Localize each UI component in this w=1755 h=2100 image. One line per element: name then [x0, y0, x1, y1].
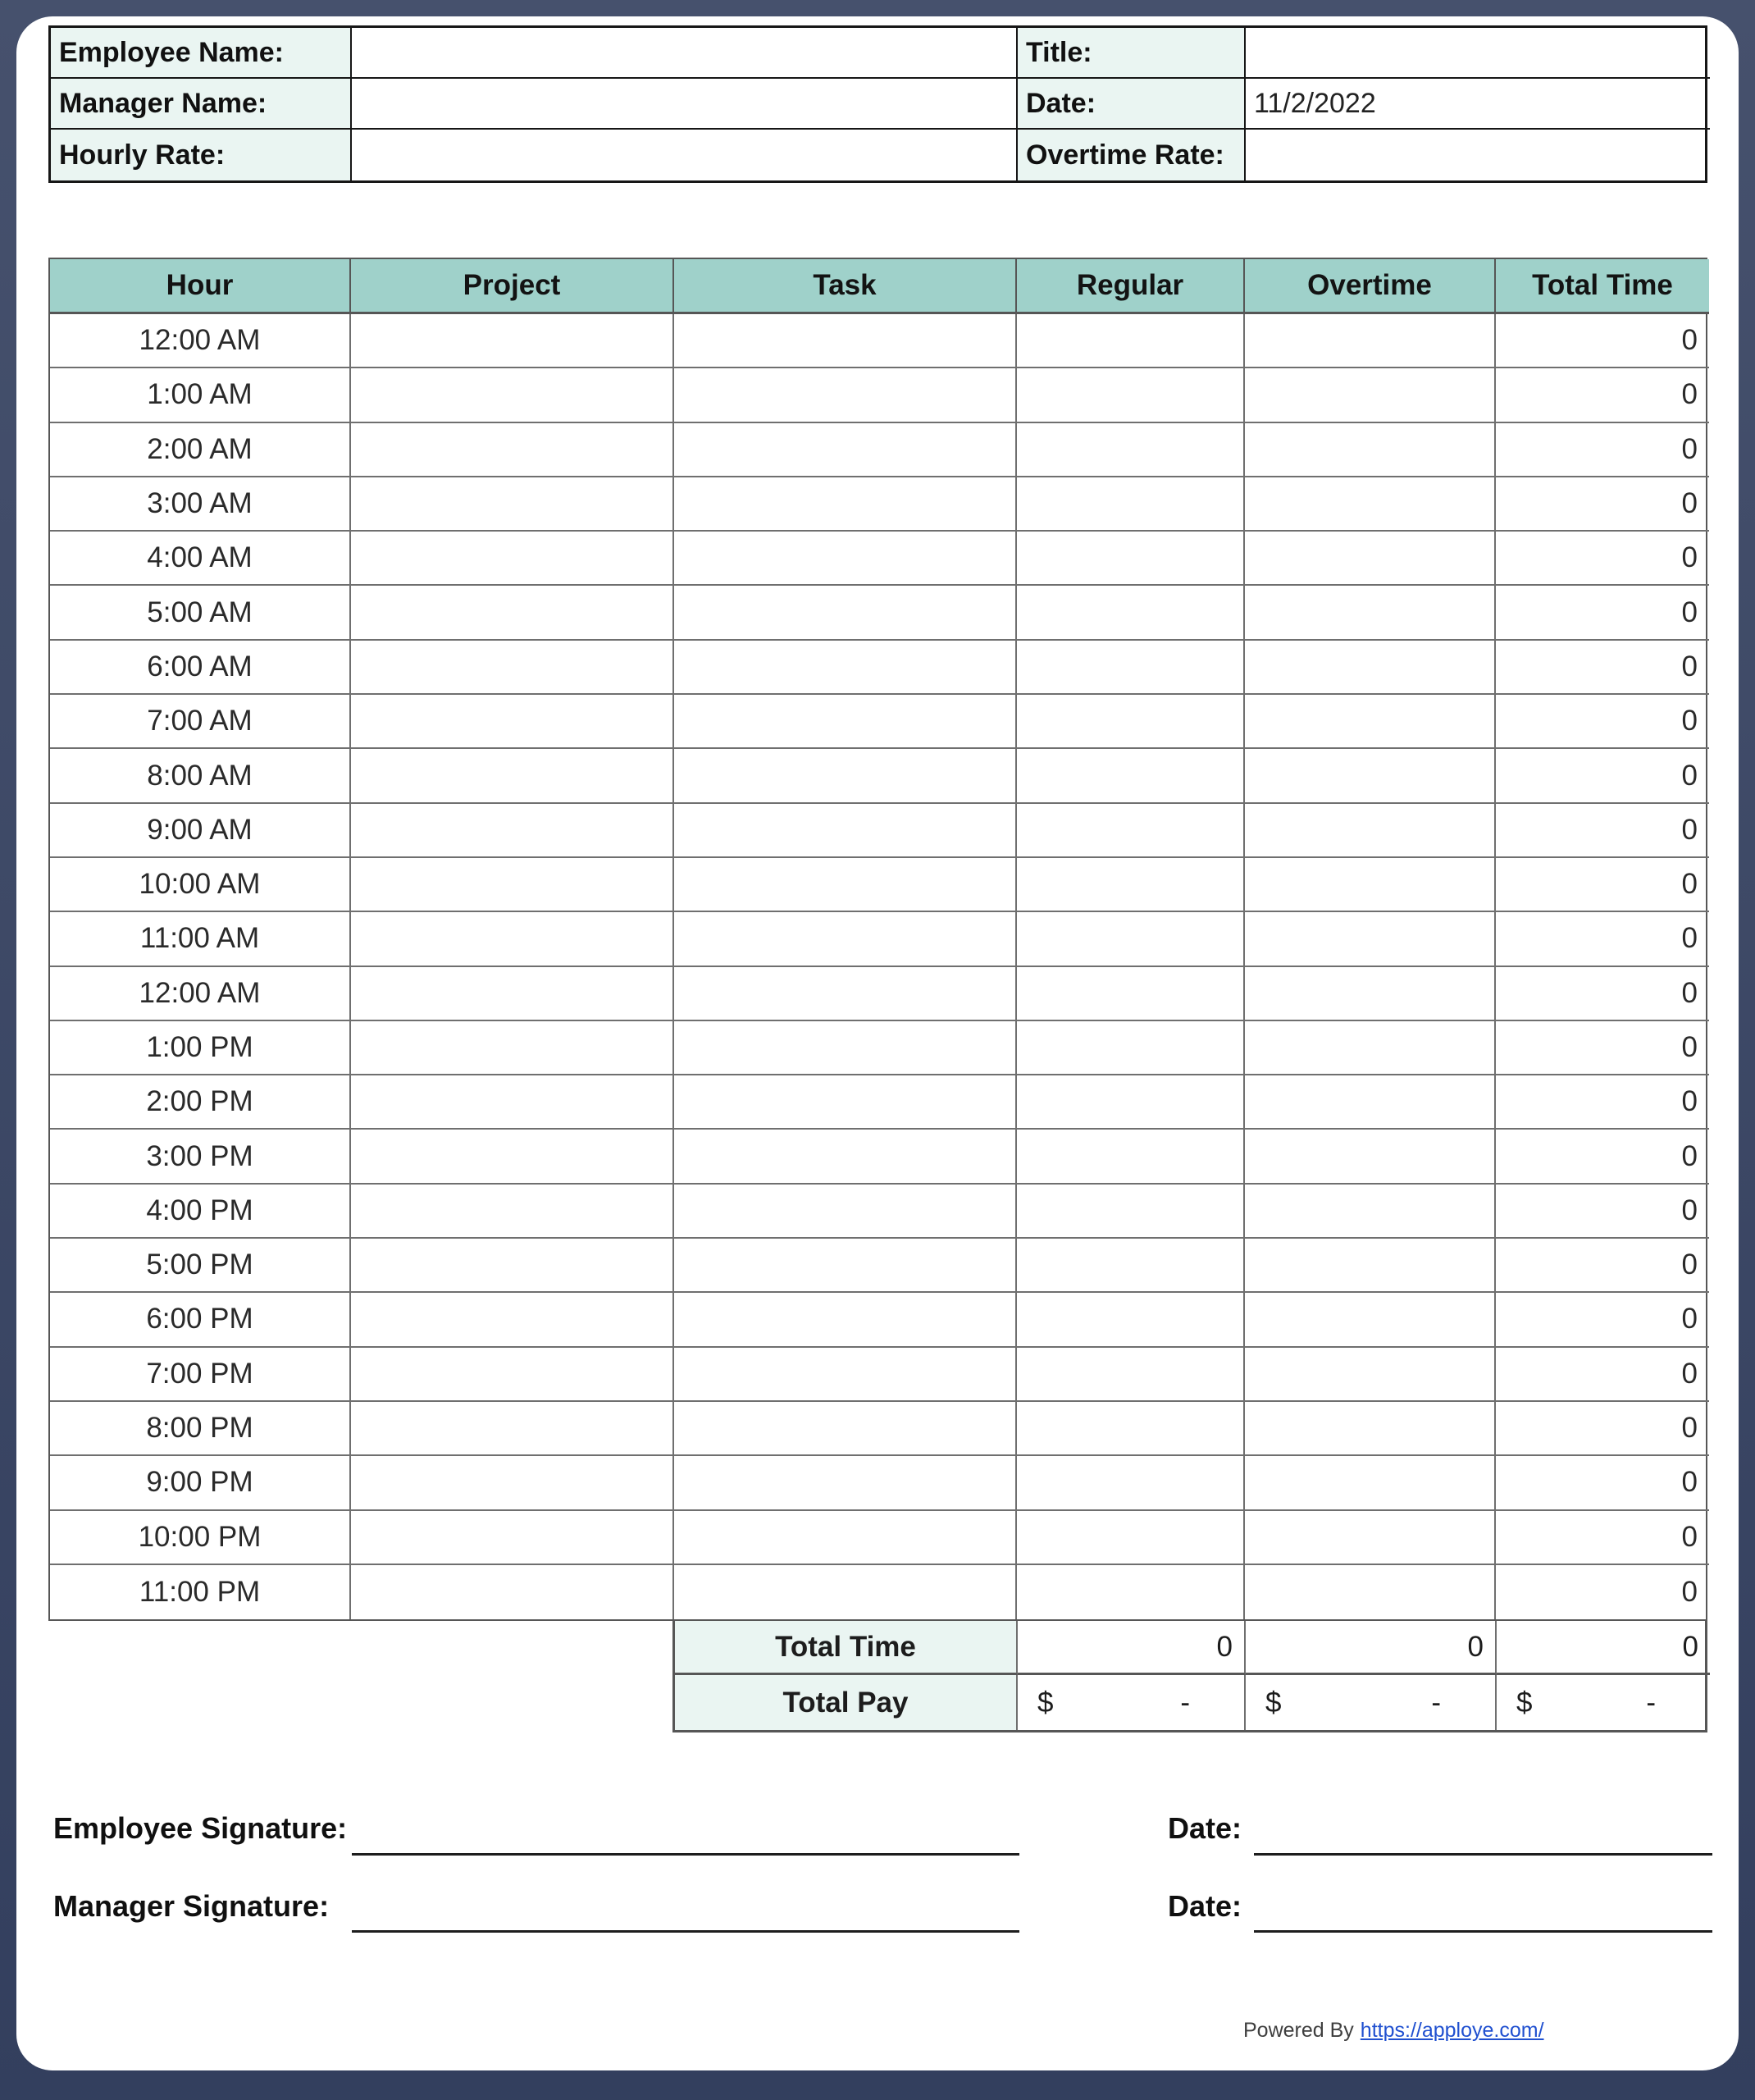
project-cell[interactable]	[351, 1185, 674, 1239]
project-cell[interactable]	[351, 749, 674, 803]
total-pay-regular	[1018, 1675, 1246, 1730]
overtime-cell[interactable]	[1245, 695, 1496, 749]
task-cell[interactable]	[674, 641, 1017, 695]
footer	[1243, 2019, 1544, 2043]
overtime-cell[interactable]	[1245, 858, 1496, 912]
timesheet-table	[48, 258, 1707, 1621]
regular-cell[interactable]	[1017, 1565, 1245, 1619]
task-cell[interactable]	[674, 1293, 1017, 1347]
regular-cell[interactable]	[1017, 749, 1245, 803]
task-cell[interactable]	[674, 532, 1017, 586]
regular-cell[interactable]	[1017, 586, 1245, 640]
powered-by-text: Powered By	[1243, 2019, 1354, 2042]
apploye-link[interactable]: https://apploye.com/	[1360, 2019, 1544, 2042]
hour-cell: 11:00 AM	[50, 912, 351, 966]
task-cell[interactable]	[674, 1511, 1017, 1565]
regular-cell[interactable]	[1017, 532, 1245, 586]
regular-cell[interactable]	[1017, 641, 1245, 695]
overtime-cell[interactable]	[1245, 641, 1496, 695]
project-cell[interactable]	[351, 912, 674, 966]
task-cell[interactable]	[674, 423, 1017, 477]
task-cell[interactable]	[674, 749, 1017, 803]
overtime-rate-label: Overtime Rate:	[1018, 130, 1246, 180]
task-cell[interactable]	[674, 586, 1017, 640]
hour-cell: 6:00 AM	[50, 641, 351, 695]
hour-cell: 1:00 PM	[50, 1021, 351, 1075]
overtime-cell[interactable]	[1245, 1348, 1496, 1402]
overtime-cell[interactable]	[1245, 912, 1496, 966]
hour-cell: 8:00 AM	[50, 749, 351, 803]
overtime-cell[interactable]	[1245, 477, 1496, 532]
total-time-cell[interactable]: 0	[1496, 1075, 1709, 1130]
total-time-cell[interactable]: 0	[1496, 967, 1709, 1021]
overtime-cell[interactable]	[1245, 804, 1496, 858]
hour-cell: 8:00 PM	[50, 1402, 351, 1456]
hour-cell: 11:00 PM	[50, 1565, 351, 1619]
regular-cell[interactable]	[1017, 858, 1245, 912]
total-pay-total-value: -	[1646, 1686, 1656, 1719]
hour-cell: 7:00 AM	[50, 695, 351, 749]
task-cell[interactable]	[674, 477, 1017, 532]
project-cell[interactable]	[351, 1348, 674, 1402]
total-time-cell[interactable]: 0	[1496, 641, 1709, 695]
totals-section	[672, 1621, 1707, 1732]
total-time-cell[interactable]: 0	[1496, 858, 1709, 912]
task-cell[interactable]	[674, 858, 1017, 912]
task-cell[interactable]	[674, 368, 1017, 422]
project-cell[interactable]	[351, 1402, 674, 1456]
hour-cell: 2:00 AM	[50, 423, 351, 477]
manager-date-line	[1254, 1930, 1712, 1933]
employee-date-line	[1254, 1853, 1712, 1856]
task-cell[interactable]	[674, 1348, 1017, 1402]
manager-name-value[interactable]	[352, 79, 1018, 130]
overtime-rate-value[interactable]	[1246, 130, 1710, 180]
total-time-cell[interactable]: 0	[1496, 1021, 1709, 1075]
project-cell[interactable]	[351, 695, 674, 749]
total-time-cell[interactable]: 0	[1496, 1293, 1709, 1347]
overtime-cell[interactable]	[1245, 1511, 1496, 1565]
hour-cell: 3:00 AM	[50, 477, 351, 532]
regular-cell[interactable]	[1017, 967, 1245, 1021]
total-time-cell[interactable]: 0	[1496, 695, 1709, 749]
task-cell[interactable]	[674, 1075, 1017, 1130]
project-cell[interactable]	[351, 1511, 674, 1565]
overtime-cell[interactable]	[1245, 1402, 1496, 1456]
regular-cell[interactable]	[1017, 423, 1245, 477]
currency-symbol: $	[1037, 1686, 1054, 1719]
hour-cell: 7:00 PM	[50, 1348, 351, 1402]
task-cell[interactable]	[674, 804, 1017, 858]
regular-cell[interactable]	[1017, 1075, 1245, 1130]
column-header-project: Project	[351, 259, 674, 314]
regular-cell[interactable]	[1017, 314, 1245, 368]
hour-cell: 10:00 PM	[50, 1511, 351, 1565]
hour-cell: 4:00 AM	[50, 532, 351, 586]
overtime-cell[interactable]	[1245, 314, 1496, 368]
employee-name-value[interactable]	[352, 28, 1018, 79]
regular-cell[interactable]	[1017, 804, 1245, 858]
total-pay-overtime-value: -	[1431, 1686, 1441, 1719]
project-cell[interactable]	[351, 532, 674, 586]
total-time-cell[interactable]: 0	[1496, 1185, 1709, 1239]
total-time-cell[interactable]: 0	[1496, 912, 1709, 966]
total-time-cell[interactable]: 0	[1496, 749, 1709, 803]
task-cell[interactable]	[674, 695, 1017, 749]
date-label: Date:	[1018, 79, 1246, 130]
date-value[interactable]: 11/2/2022	[1246, 79, 1710, 130]
project-cell[interactable]	[351, 1239, 674, 1293]
overtime-cell[interactable]	[1245, 1456, 1496, 1510]
hour-cell: 9:00 AM	[50, 804, 351, 858]
column-header-total-time: Total Time	[1496, 259, 1709, 314]
regular-cell[interactable]	[1017, 912, 1245, 966]
hour-cell: 12:00 AM	[50, 314, 351, 368]
hour-cell: 12:00 AM	[50, 967, 351, 1021]
total-time-cell[interactable]: 0	[1496, 1402, 1709, 1456]
hour-cell: 2:00 PM	[50, 1075, 351, 1130]
hour-cell: 6:00 PM	[50, 1293, 351, 1347]
hour-cell: 3:00 PM	[50, 1130, 351, 1184]
total-time-total: 0	[1497, 1621, 1710, 1675]
task-cell[interactable]	[674, 1402, 1017, 1456]
regular-cell[interactable]	[1017, 1348, 1245, 1402]
total-pay-regular-value: -	[1180, 1686, 1190, 1719]
project-cell[interactable]	[351, 967, 674, 1021]
total-time-cell[interactable]: 0	[1496, 586, 1709, 640]
regular-cell[interactable]	[1017, 1130, 1245, 1184]
currency-symbol: $	[1265, 1686, 1282, 1719]
regular-cell[interactable]	[1017, 477, 1245, 532]
regular-cell[interactable]	[1017, 1021, 1245, 1075]
overtime-cell[interactable]	[1245, 1130, 1496, 1184]
overtime-cell[interactable]	[1245, 1565, 1496, 1619]
task-cell[interactable]	[674, 1565, 1017, 1619]
overtime-cell[interactable]	[1245, 368, 1496, 422]
info-block	[48, 25, 1707, 183]
currency-symbol: $	[1516, 1686, 1533, 1719]
regular-cell[interactable]	[1017, 368, 1245, 422]
total-time-cell[interactable]: 0	[1496, 804, 1709, 858]
overtime-cell[interactable]	[1245, 586, 1496, 640]
total-time-cell[interactable]: 0	[1496, 1456, 1709, 1510]
hour-cell: 4:00 PM	[50, 1185, 351, 1239]
project-cell[interactable]	[351, 804, 674, 858]
overtime-cell[interactable]	[1245, 423, 1496, 477]
total-pay-label: Total Pay	[675, 1675, 1018, 1730]
column-header-regular: Regular	[1017, 259, 1245, 314]
title-value[interactable]	[1246, 28, 1710, 79]
hour-cell: 9:00 PM	[50, 1456, 351, 1510]
overtime-cell[interactable]	[1245, 1021, 1496, 1075]
project-cell[interactable]	[351, 858, 674, 912]
overtime-cell[interactable]	[1245, 1239, 1496, 1293]
employee-name-label: Employee Name:	[51, 28, 352, 79]
title-label: Title:	[1018, 28, 1246, 79]
task-cell[interactable]	[674, 314, 1017, 368]
hour-cell: 10:00 AM	[50, 858, 351, 912]
hourly-rate-value[interactable]	[352, 130, 1018, 180]
employee-signature-line	[352, 1853, 1019, 1856]
project-cell[interactable]	[351, 477, 674, 532]
total-time-cell[interactable]: 0	[1496, 532, 1709, 586]
project-cell[interactable]	[351, 641, 674, 695]
project-cell[interactable]	[351, 314, 674, 368]
hourly-rate-label: Hourly Rate:	[51, 130, 352, 180]
column-header-overtime: Overtime	[1245, 259, 1496, 314]
column-header-hour: Hour	[50, 259, 351, 314]
total-pay-overtime	[1246, 1675, 1497, 1730]
hour-cell: 5:00 AM	[50, 586, 351, 640]
manager-name-label: Manager Name:	[51, 79, 352, 130]
task-cell[interactable]	[674, 912, 1017, 966]
task-cell[interactable]	[674, 1456, 1017, 1510]
task-cell[interactable]	[674, 1130, 1017, 1184]
regular-cell[interactable]	[1017, 1293, 1245, 1347]
regular-cell[interactable]	[1017, 1511, 1245, 1565]
total-time-overtime: 0	[1246, 1621, 1497, 1675]
overtime-cell[interactable]	[1245, 967, 1496, 1021]
manager-signature-line	[352, 1930, 1019, 1933]
total-time-cell[interactable]: 0	[1496, 423, 1709, 477]
total-pay-total	[1497, 1675, 1710, 1730]
project-cell[interactable]	[351, 586, 674, 640]
total-time-cell[interactable]: 0	[1681, 1575, 1698, 1608]
regular-cell[interactable]	[1017, 1185, 1245, 1239]
regular-cell[interactable]	[1017, 1239, 1245, 1293]
employee-signature-label: Employee Signature:	[53, 1811, 348, 1845]
project-cell[interactable]	[351, 1130, 674, 1184]
total-time-cell[interactable]: 0	[1496, 368, 1709, 422]
regular-cell[interactable]	[1017, 1456, 1245, 1510]
project-cell[interactable]	[351, 1075, 674, 1130]
task-cell[interactable]	[674, 967, 1017, 1021]
total-time-cell[interactable]: 0	[1496, 1130, 1709, 1184]
manager-date-label: Date:	[1168, 1889, 1242, 1923]
column-header-task: Task	[674, 259, 1017, 314]
total-time-cell[interactable]: 0	[1496, 314, 1709, 368]
project-cell[interactable]	[351, 1021, 674, 1075]
hour-cell: 5:00 PM	[50, 1239, 351, 1293]
total-time-regular: 0	[1018, 1621, 1246, 1675]
regular-cell[interactable]	[1017, 1402, 1245, 1456]
manager-signature-label: Manager Signature:	[53, 1889, 330, 1923]
regular-cell[interactable]	[1017, 695, 1245, 749]
task-cell[interactable]	[674, 1185, 1017, 1239]
total-time-cell[interactable]: 0	[1496, 477, 1709, 532]
overtime-cell[interactable]	[1245, 1185, 1496, 1239]
project-cell[interactable]	[351, 368, 674, 422]
task-cell[interactable]	[674, 1239, 1017, 1293]
overtime-cell[interactable]	[1245, 1075, 1496, 1130]
overtime-cell[interactable]	[1245, 1293, 1496, 1347]
project-cell[interactable]	[351, 1293, 674, 1347]
task-cell[interactable]	[674, 1021, 1017, 1075]
total-time-label: Total Time	[675, 1621, 1018, 1675]
overtime-cell[interactable]	[1245, 532, 1496, 586]
project-cell[interactable]	[351, 1456, 674, 1510]
total-time-cell[interactable]: 0	[1496, 1239, 1709, 1293]
overtime-cell[interactable]	[1245, 749, 1496, 803]
project-cell[interactable]	[351, 1565, 674, 1619]
total-time-cell[interactable]: 0	[1496, 1348, 1709, 1402]
hour-cell: 1:00 AM	[50, 368, 351, 422]
total-time-cell[interactable]: 0	[1496, 1511, 1709, 1565]
project-cell[interactable]	[351, 423, 674, 477]
employee-date-label: Date:	[1168, 1811, 1242, 1845]
